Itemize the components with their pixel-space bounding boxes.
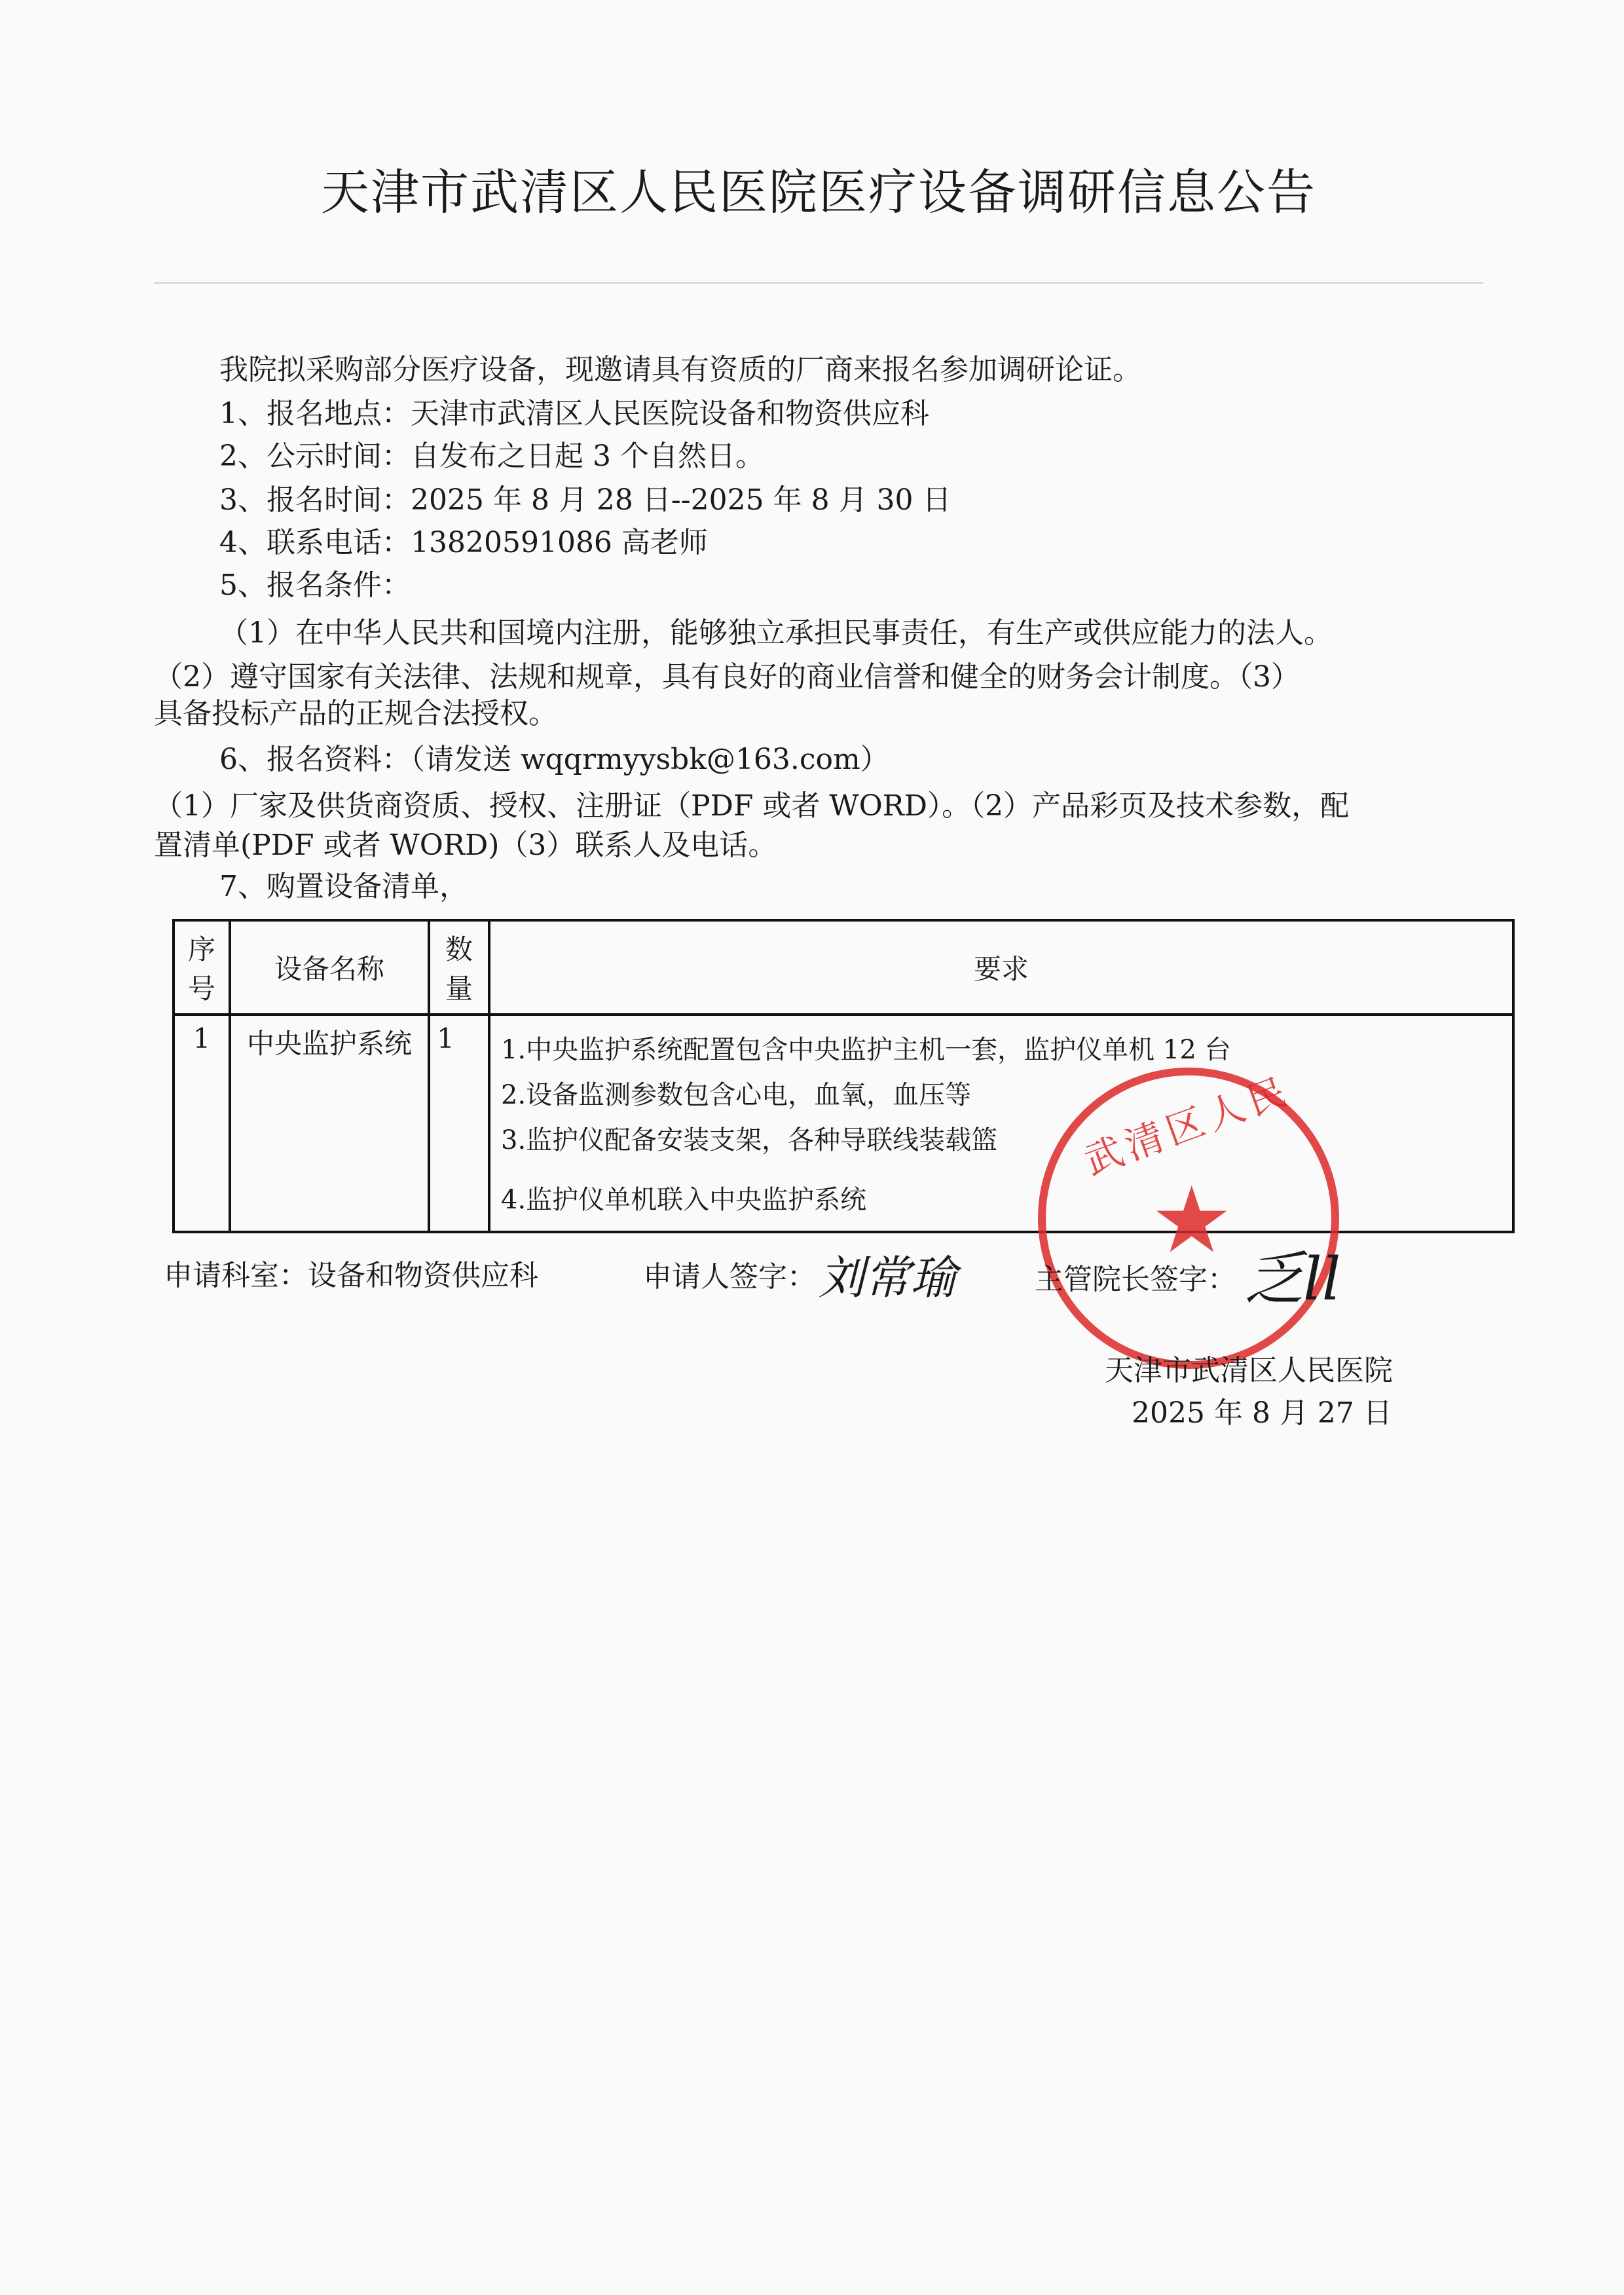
org-name: 天津市武清区人民医院	[1105, 1354, 1393, 1387]
cell-qty: 1	[429, 1015, 489, 1232]
req-line: 3.监护仪配备安装支架，各种导联线装载篮	[501, 1125, 998, 1155]
page-title: 天津市武清区人民医院医疗设备调研信息公告	[321, 164, 1316, 221]
materials-heading: 6、报名资料：（请发送 wqqrmyysbk@163.com）	[219, 743, 889, 776]
seal-text: 武清区人民	[1079, 1068, 1297, 1184]
issue-date: 2025 年 8 月 27 日	[1132, 1396, 1392, 1430]
materials-line: （1）厂家及供货商资质、授权、注册证（PDF 或者 WORD）。（2）产品彩页及技术参数，配	[154, 789, 1350, 823]
condition-line: 具备投标产品的正规合法授权。	[154, 697, 557, 730]
header-name: 设备名称	[230, 920, 429, 1015]
applicant-label: 申请人签字：	[643, 1260, 816, 1294]
applicant-signature: 刘常瑜	[819, 1251, 956, 1305]
director-label: 主管院长签字：	[1035, 1263, 1236, 1296]
item-location: 1、报名地点：天津市武清区人民医院设备和物资供应科	[219, 397, 929, 430]
condition-line: （2）遵守国家有关法律、法规和规章，具有良好的商业信誉和健全的财务会计制度。（3）	[154, 660, 1300, 694]
item-time: 3、报名时间：2025 年 8 月 28 日--2025 年 8 月 30 日	[219, 483, 951, 517]
cell-name: 中央监护系统	[230, 1015, 429, 1232]
list-heading: 7、购置设备清单，	[219, 870, 468, 903]
item-period: 2、公示时间：自发布之日起 3 个自然日。	[219, 439, 764, 473]
req-line: 2.设备监测参数包含心电，血氧，血压等	[501, 1080, 972, 1110]
req-line: 1.中央监护系统配置包含中央监护主机一套，监护仪单机 12 台	[501, 1035, 1231, 1065]
dept-label: 申请科室：设备和物资供应科	[164, 1259, 538, 1292]
header-no: 序号	[174, 920, 230, 1015]
table-header-row	[174, 920, 1513, 1015]
director-signature: 乏ll	[1244, 1245, 1341, 1314]
header-qty: 数量	[429, 920, 489, 1015]
cell-no: 1	[174, 1015, 230, 1232]
cell-req	[489, 1015, 1513, 1232]
condition-line: （1）在中华人民共和国境内注册，能够独立承担民事责任，有生产或供应能力的法人。	[219, 616, 1333, 650]
req-line: 4.监护仪单机联入中央监护系统	[501, 1185, 867, 1215]
materials-line: 置清单(PDF 或者 WORD)（3）联系人及电话。	[154, 829, 777, 862]
divider	[154, 282, 1483, 284]
item-phone: 4、联系电话：13820591086 高老师	[219, 526, 708, 559]
star-icon: ★	[1151, 1167, 1233, 1274]
header-req: 要求	[489, 920, 1513, 1015]
item-conditions: 5、报名条件：	[219, 569, 411, 602]
intro-text: 我院拟采购部分医疗设备，现邀请具有资质的厂商来报名参加调研论证。	[219, 353, 1141, 386]
official-seal	[1038, 1068, 1339, 1369]
